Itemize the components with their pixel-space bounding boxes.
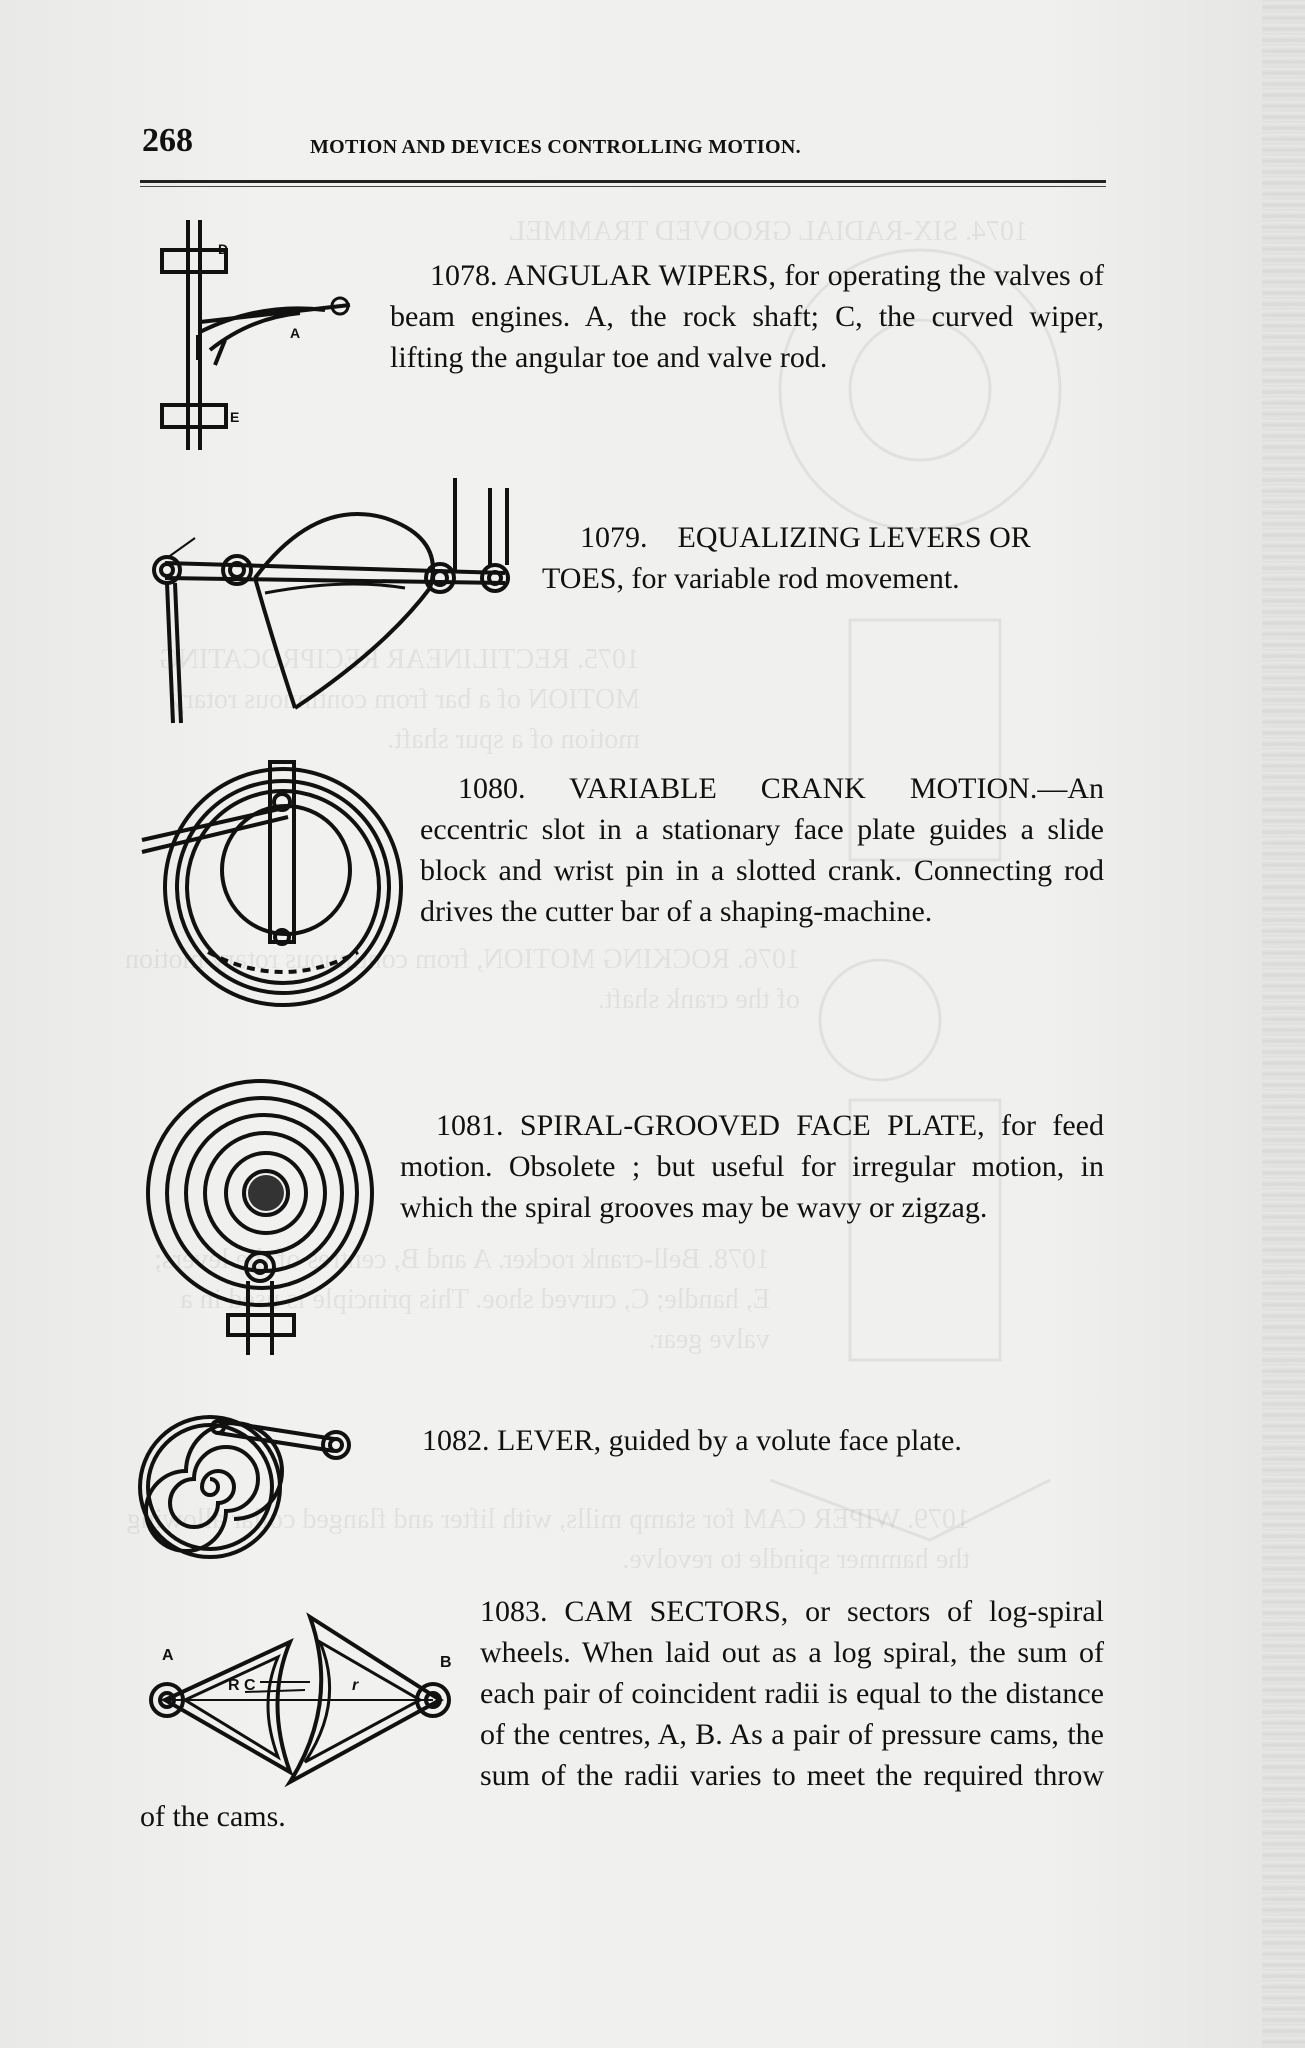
- entry-1083-text: 1083. CAM SECTORS, or sectors of log-spiral wheels. When laid out as a log spiral, the sum of each pair of coincident radii is equal to the distance of the centres, A, B. As a pair of pressure cams, the sum of the radii varies to meet the required throw of the cams.: [140, 1595, 1104, 1833]
- entry-1082: 1082. LEVER, guided by a volute face plate.: [422, 1424, 962, 1457]
- entry-1081: 1081. SPIRAL-GROOVED FACE PLATE, for feed motion. Obsolete ; but useful for irregular motion, in which the spiral grooves may be wavy or zigzag.: [400, 1109, 1104, 1224]
- show-through-line: 1074. SIX-RADIAL GROOVED TRAMMEL: [508, 216, 1028, 247]
- page-number: 268: [142, 122, 193, 159]
- entry-1078: 1078. ANGULAR WIPERS, for operating the valves of beam engines. A, the rock shaft; C, the curved wiper, lifting the angular toe and valve rod.: [390, 259, 1104, 374]
- entry-1079: 1079. EQUALIZING LEVERS OR TOES, for variable rod movement.: [542, 521, 1038, 595]
- variable-crank-figure: [138, 752, 418, 1012]
- show-through-line: 1079. WIPER CAM for stamp mills, with lifter and flanged collar allowing the hammer spindle to revolve.: [126, 1504, 970, 1575]
- header-rule: [140, 180, 1106, 183]
- show-through-figure: [730, 220, 1090, 1720]
- volute-plate-figure: [138, 1405, 358, 1565]
- show-through-line: 1076. ROCKING MOTION, from continuous rotary motion of the crank shaft.: [124, 944, 800, 1015]
- angular-wipers-figure: [150, 210, 370, 460]
- show-through-line: 1078. Bell-crank rocker. A and B, centres of the levers; E, handle; C, curved shoe. This principle is used in a valve gear.: [154, 1244, 770, 1355]
- spiral-grooved-plate-figure: [138, 1075, 398, 1365]
- running-title: MOTION AND DEVICES CONTROLLING MOTION.: [310, 136, 801, 158]
- figure-float-spacer: [140, 1591, 480, 1796]
- header-rule-thin: [140, 186, 1106, 187]
- label-c: C: [275, 305, 286, 321]
- label-e: E: [230, 409, 240, 425]
- label-d: D: [218, 241, 229, 257]
- label-a: A: [290, 325, 301, 341]
- page-edge-shadow: [1262, 0, 1305, 2048]
- entry-1080: 1080. VARIABLE CRANK MOTION.—An eccentric slot in a stationary face plate guides a slide block and wrist pin in a slotted crank. Connecting rod drives the cutter bar of a shaping-machine.: [420, 772, 1104, 928]
- label-b: B: [440, 1654, 452, 1671]
- entry-1083: [140, 1591, 1104, 1837]
- show-through-line: 1075. RECTILINEAR RECIPROCATING MOTION of a bar from continuous rotary motion of a spur shaft.: [158, 644, 640, 755]
- equalizing-levers-figure: [145, 478, 525, 728]
- label-r: r: [352, 1677, 359, 1694]
- label-rc: R C: [228, 1677, 256, 1694]
- label-a: A: [162, 1647, 174, 1664]
